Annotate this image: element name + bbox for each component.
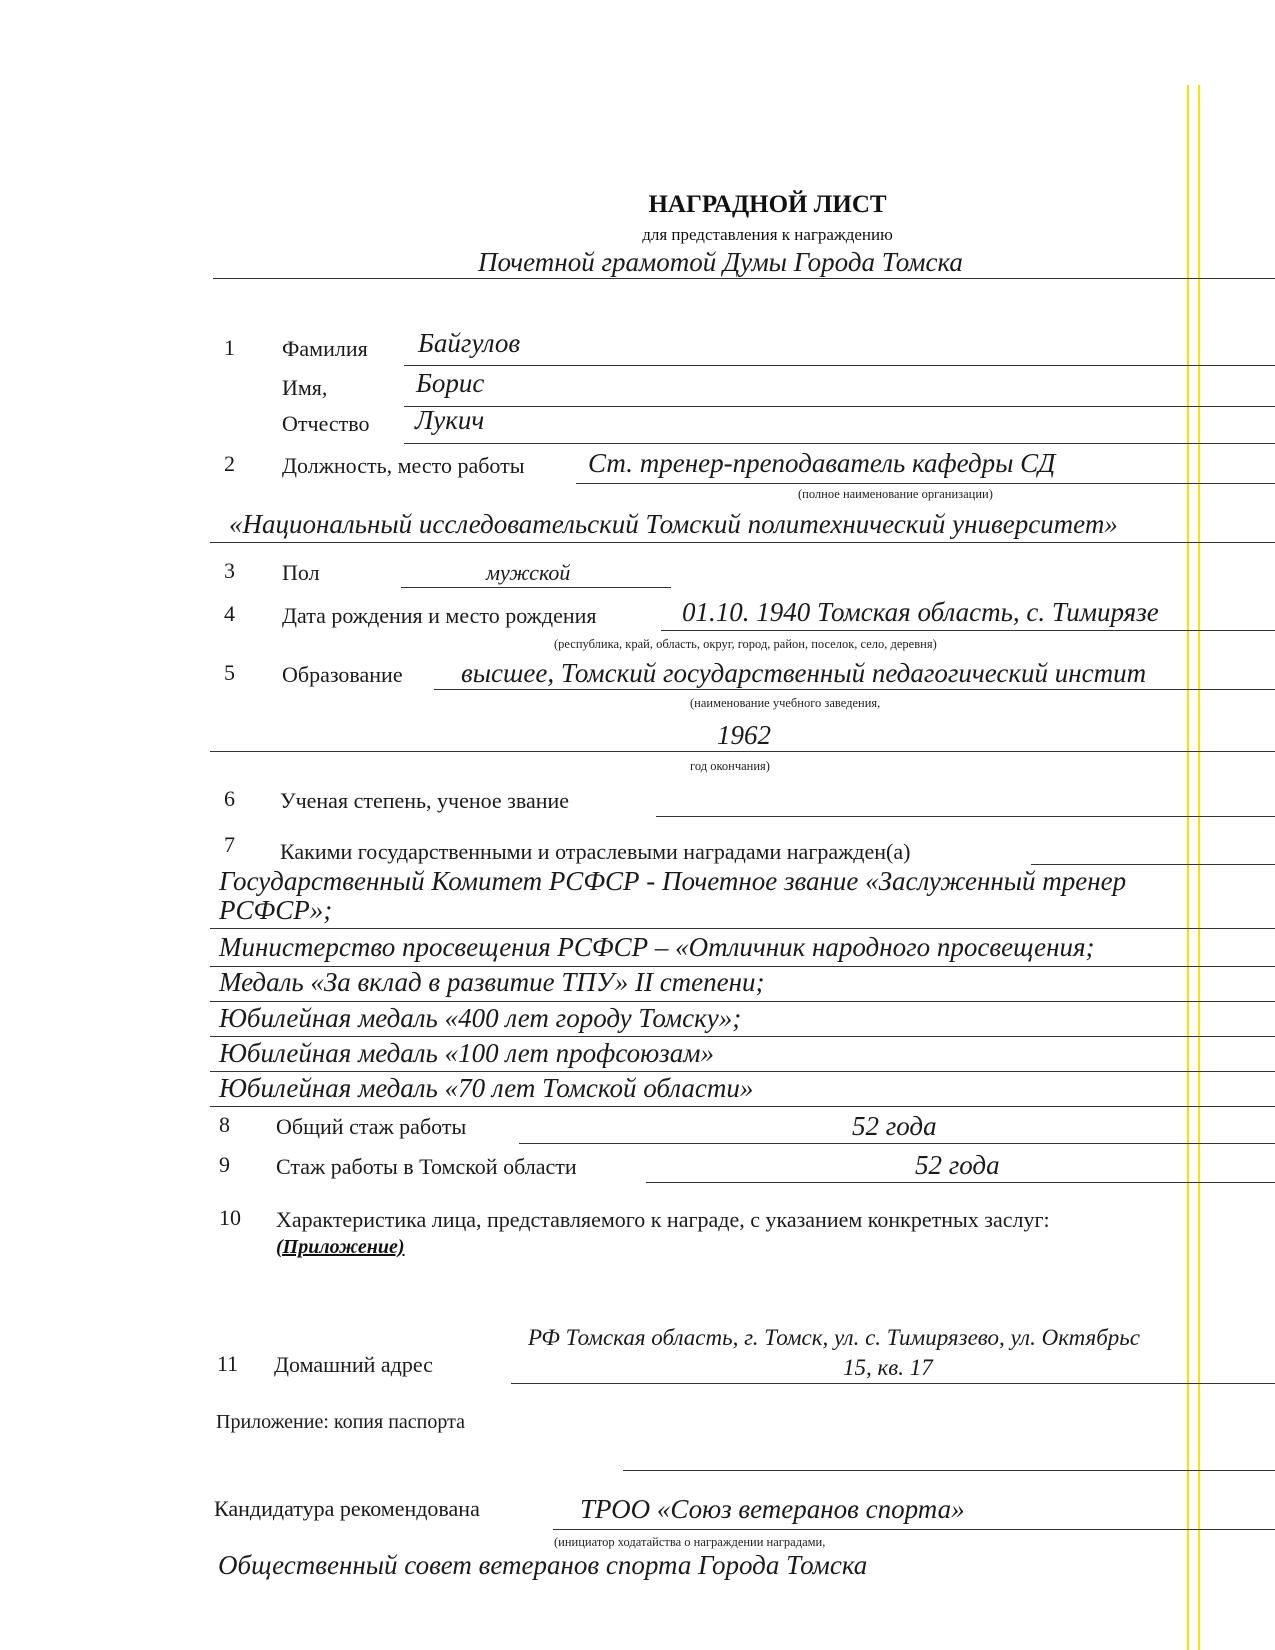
field-number-7: 7 (224, 832, 235, 857)
education-underline (434, 689, 1275, 690)
field-number-1: 1 (224, 335, 235, 360)
award-line-3: Министерство просвещения РСФСР – «Отличник народного просвещения; (219, 932, 1095, 962)
name-value: Борис (416, 368, 485, 398)
address-label: Домашний адрес (274, 1352, 433, 1377)
appendix-text: Приложение: копия паспорта (216, 1411, 465, 1433)
surname-underline (404, 365, 1275, 366)
awards-label-underline (1031, 864, 1275, 865)
position-label: Должность, место работы (282, 453, 525, 478)
address-underline (511, 1383, 1275, 1384)
award-line-2: РСФСР»; (219, 895, 333, 925)
recommended-caption: (инициатор ходатайства о награждении наградами, (554, 1535, 826, 1549)
award-underline-3 (210, 1001, 1275, 1002)
appendix-underline (623, 1470, 1275, 1471)
field-number-2: 2 (224, 451, 235, 476)
field-number-11: 11 (217, 1351, 239, 1376)
field-number-4: 4 (224, 601, 235, 626)
birth-caption: (республика, край, область, округ, город, район, поселок, село, деревня) (554, 637, 937, 651)
total-experience-label: Общий стаж работы (276, 1114, 467, 1139)
gender-label: Пол (282, 560, 320, 585)
award-underline (213, 278, 1275, 279)
award-line-6: Юбилейная медаль «100 лет профсоюзам» (219, 1038, 714, 1068)
address-line-2: 15, кв. 17 (843, 1355, 933, 1380)
margin-line-right (1198, 85, 1200, 1650)
recommended-underline (553, 1529, 1275, 1530)
region-experience-underline (646, 1182, 1275, 1183)
patronymic-label: Отчество (282, 411, 370, 436)
surname-label: Фамилия (282, 336, 368, 361)
award-underline-4 (210, 1036, 1275, 1037)
field-number-10: 10 (219, 1205, 241, 1230)
total-experience-underline (519, 1143, 1275, 1144)
organization-underline (210, 542, 1275, 543)
graduation-caption: год окончания) (690, 759, 770, 773)
award-line-7: Юбилейная медаль «70 лет Томской области» (219, 1073, 754, 1103)
education-label: Образование (282, 662, 403, 687)
education-value: высшее, Томский государственный педагогический инстит (461, 658, 1147, 688)
recommended-continuation: Общественный совет ветеранов спорта Города Томска (218, 1550, 868, 1580)
region-experience-label: Стаж работы в Томской области (276, 1154, 577, 1179)
recommended-value: ТРОО «Союз ветеранов спорта» (580, 1494, 965, 1524)
award-underline-6 (210, 1106, 1275, 1107)
surname-value: Байгулов (418, 328, 521, 358)
award-line-5: Юбилейная медаль «400 лет городу Томску»; (219, 1003, 742, 1033)
birth-value: 01.10. 1940 Томская область, с. Тимирязе (682, 597, 1159, 627)
gender-value: мужской (486, 560, 571, 585)
award-line-4: Медаль «За вклад в развитие ТПУ» II степени; (219, 967, 765, 997)
characteristics-label: Характеристика лица, представляемого к награде, с указанием конкретных заслуг: (276, 1207, 1050, 1232)
recommended-label: Кандидатура рекомендована (214, 1496, 480, 1521)
degree-underline (656, 816, 1275, 817)
organization-value: «Национальный исследовательский Томский политехнический университет» (229, 509, 1118, 539)
award-underline-5 (210, 1071, 1275, 1072)
characteristics-note: (Приложение) (276, 1236, 405, 1258)
field-number-6: 6 (224, 786, 235, 811)
education-caption: (наименование учебного заведения, (690, 696, 881, 710)
position-underline (576, 483, 1275, 484)
organization-caption: (полное наименование организации) (798, 487, 993, 501)
award-underline-1 (210, 928, 1275, 929)
margin-line-left (1187, 85, 1189, 1650)
patronymic-underline (404, 443, 1275, 444)
name-underline (404, 406, 1275, 407)
award-name: Почетной грамотой Думы Города Томска (478, 247, 963, 277)
total-experience-value: 52 года (852, 1111, 937, 1141)
field-number-9: 9 (219, 1152, 230, 1177)
award-line-1: Государственный Комитет РСФСР - Почетное звание «Заслуженный тренер (219, 866, 1127, 896)
degree-label: Ученая степень, ученое звание (280, 788, 570, 813)
region-experience-value: 52 года (915, 1150, 1000, 1180)
field-number-5: 5 (224, 660, 235, 685)
position-value: Ст. тренер-преподаватель кафедры СД (588, 448, 1056, 478)
awards-label: Какими государственными и отраслевыми наградами награжден(а) (280, 839, 911, 864)
name-label: Имя, (282, 375, 328, 400)
gender-underline (401, 587, 671, 588)
field-number-3: 3 (224, 558, 235, 583)
document-subtitle: для представления к награждению (642, 225, 893, 244)
address-line-1: РФ Томская область, г. Томск, ул. с. Тимирязево, ул. Октябрьс (528, 1325, 1140, 1350)
birth-label: Дата рождения и место рождения (282, 603, 597, 628)
patronymic-value: Лукич (415, 405, 485, 435)
field-number-8: 8 (219, 1112, 230, 1137)
document-title: НАГРАДНОЙ ЛИСТ (648, 191, 887, 218)
graduation-year: 1962 (717, 720, 771, 750)
graduation-underline (210, 751, 1275, 752)
birth-underline (661, 630, 1275, 631)
